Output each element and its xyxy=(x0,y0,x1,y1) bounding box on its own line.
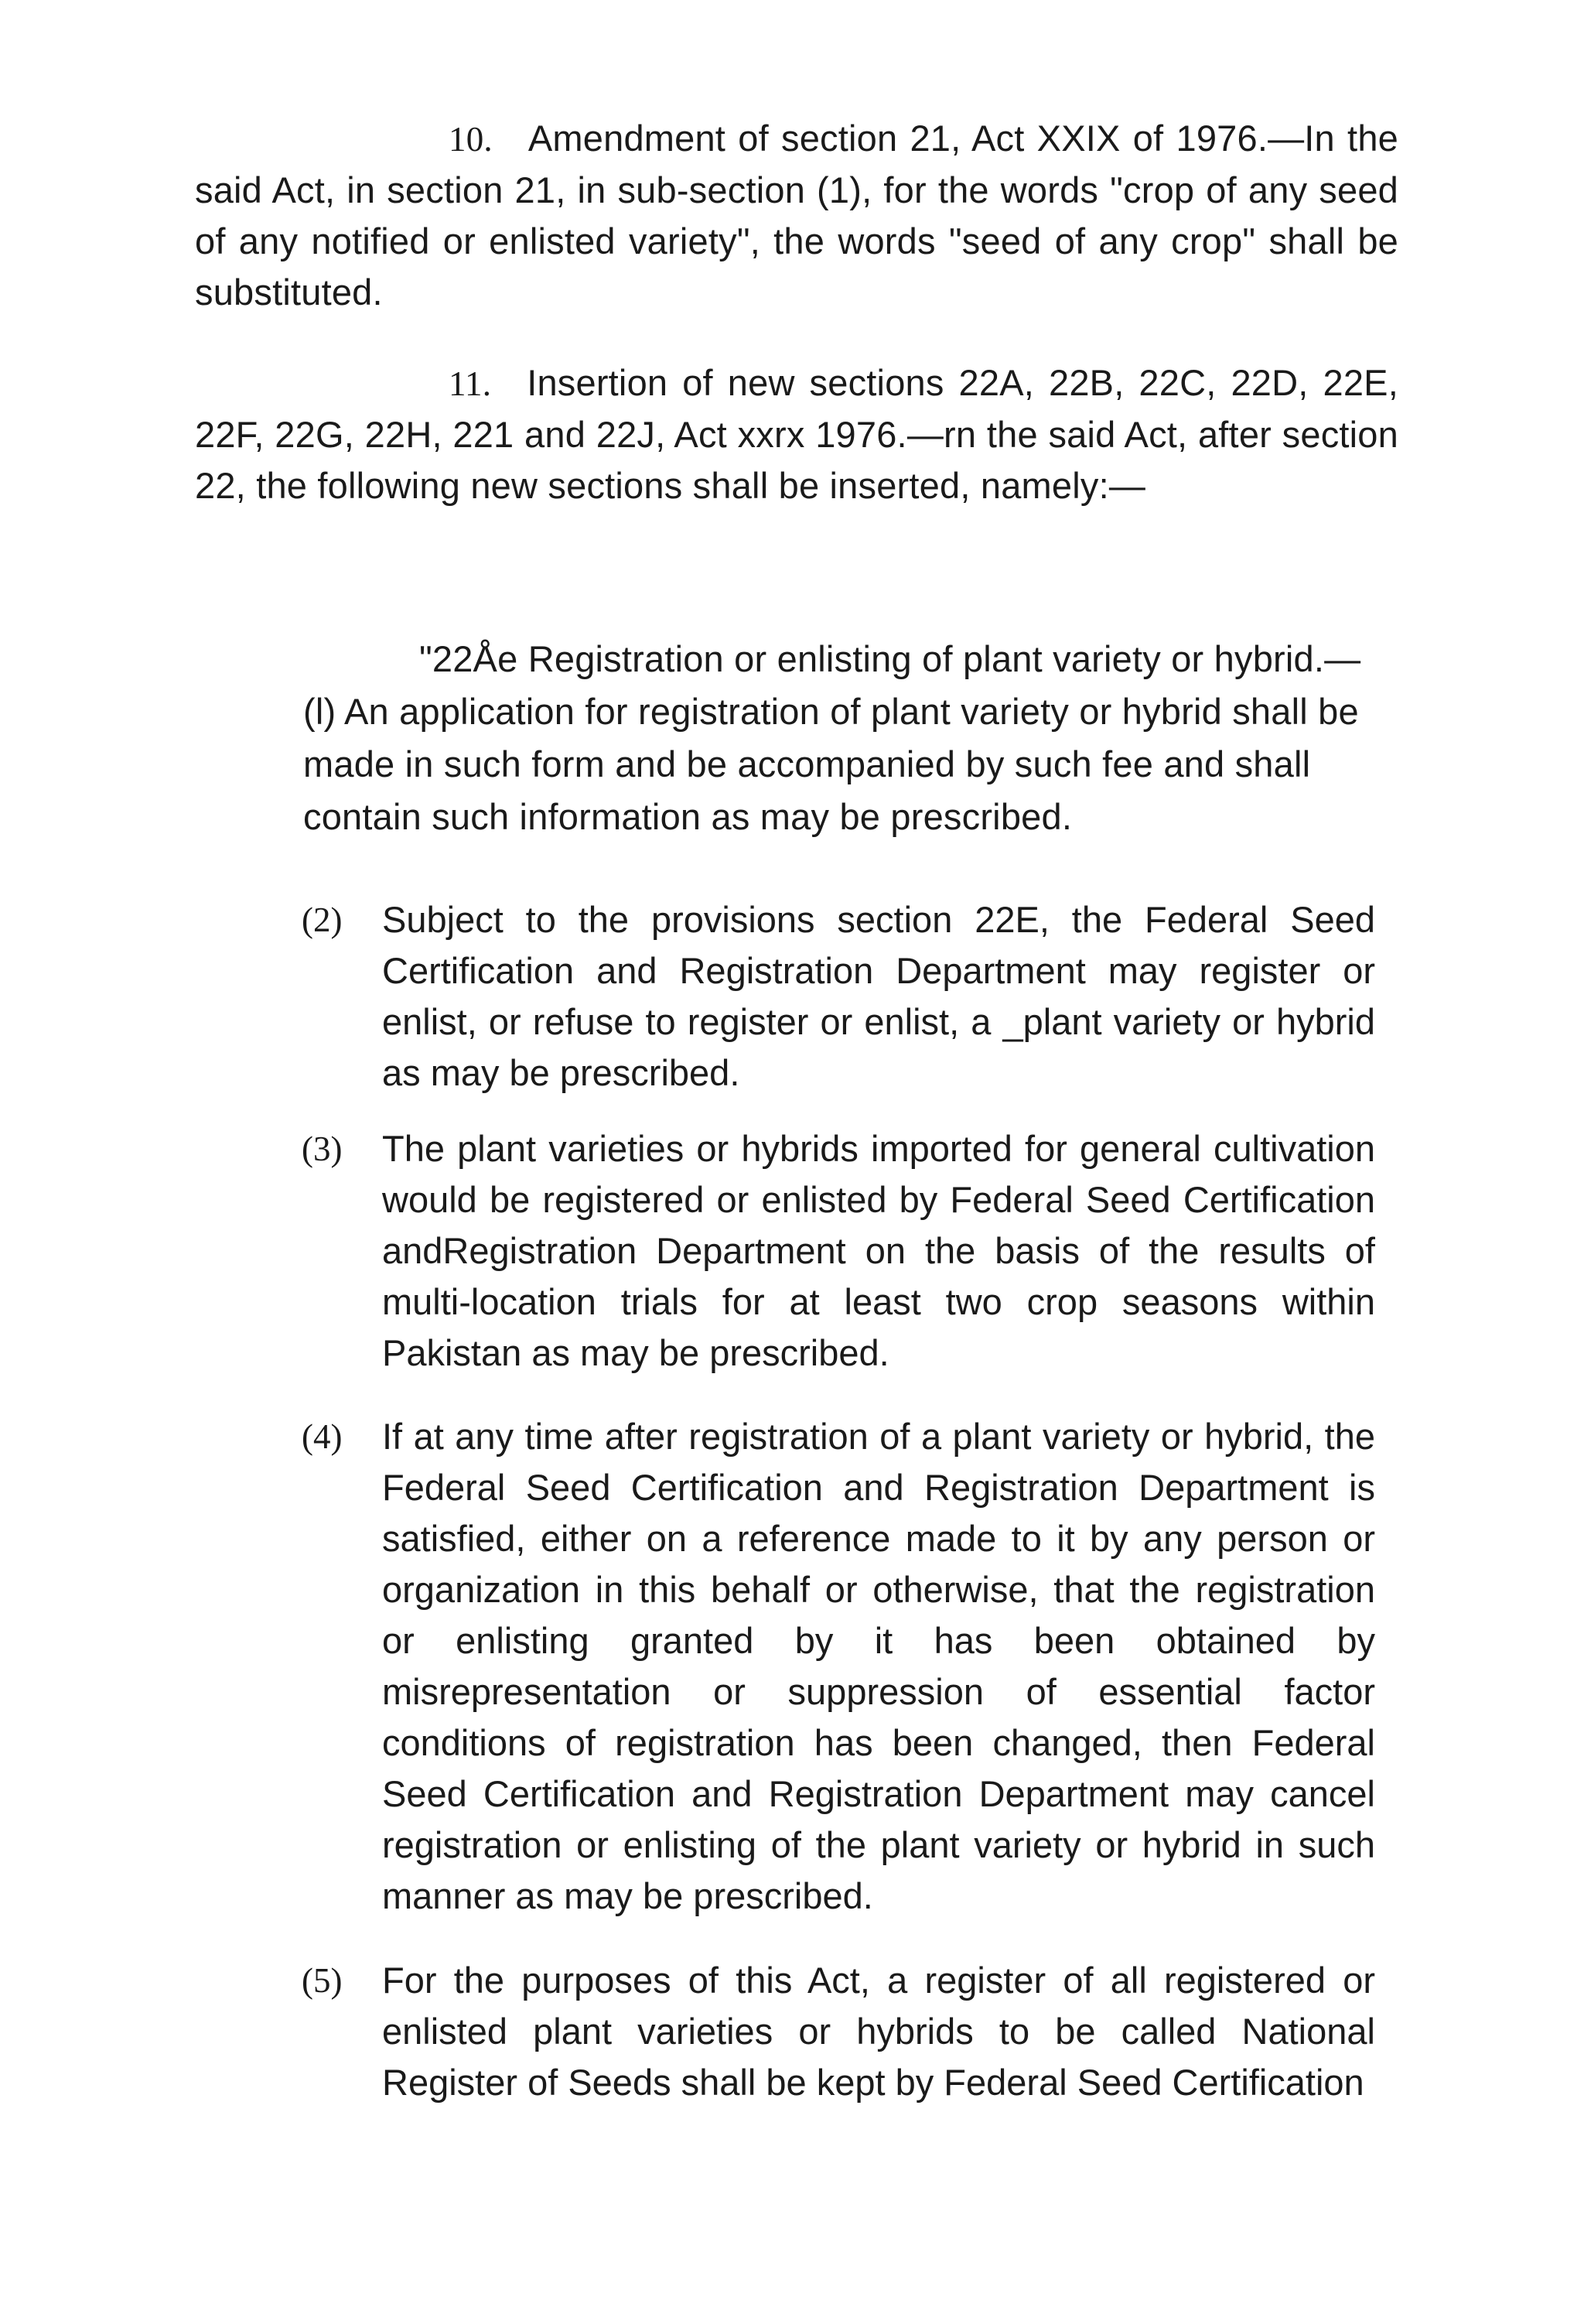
subsection-4-text: If at any time after registration of a plant variety or hybrid, the Federal Seed Certification and Registration Department is satisfied, either on a reference made to it by any person or organization in this behalf or otherwise, that the registration or enlisting granted by it has been obtained by misrepresentation or suppression of essential factor conditions of registration has been changed, then Federal Seed Certification and Registration Department may cancel registration or enlisting of the plant variety or hybrid in such manner as may be prescribed. xyxy=(382,1416,1375,1916)
subsection-5-label: (5) xyxy=(302,1961,343,2000)
section-11-paragraph xyxy=(195,357,1398,511)
subsection-3-label: (3) xyxy=(302,1130,343,1168)
section-22a-subsection-5 xyxy=(302,1955,1375,2108)
subsection-5-text: For the purposes of this Act, a register of all registered or enlisted plant varieties or hybrids to be called National Register of Seeds shall be kept by Federal Seed Certification xyxy=(382,1960,1375,2103)
section-22a-subsection-2 xyxy=(302,894,1375,1099)
subsection-2-text: Subject to the provisions section 22E, the Federal Seed Certification and Registration Department may register or enlist, or refuse to register or enlist, a _plant variety or hybrid as may be prescribed. xyxy=(382,899,1375,1093)
section-22a-subsection-4 xyxy=(302,1411,1375,1922)
section-10-text: Amendment of section 21, Act XXIX of 1976.—In the said Act, in section 21, in sub-section (1), for the words "crop of any seed of any notified or enlisted variety", the words "seed of any crop" shall be substituted. xyxy=(195,118,1398,313)
subsection-3-text: The plant varieties or hybrids imported for general cultivation would be registered or enlisted by Federal Seed Certification andRegistration Department on the basis of the results of multi-location trials for at least two crop seasons within Pakistan as may be prescribed. xyxy=(382,1128,1375,1373)
section-11-text: Insertion of new sections 22A, 22B, 22C, 22D, 22E, 22F, 22G, 22H, 221 and 22J, Act xxrx 1976.—rn the said Act, after section 22, the following new sections shall be inserted, namely:— xyxy=(195,362,1398,506)
section-22a-subsection-1: "22Åe Registration or enlisting of plant variety or hybrid.—(l) An application for registration of plant variety or hybrid shall be made in such form and be accompanied by such fee and shall contain such information as may be prescribed. xyxy=(303,638,1361,837)
subsection-4-label: (4) xyxy=(302,1417,343,1456)
section-10-number: 10. xyxy=(449,120,493,159)
section-11-number: 11. xyxy=(449,364,492,403)
section-22a-subsection-3 xyxy=(302,1123,1375,1379)
subsection-2-label: (2) xyxy=(302,901,343,939)
section-10-paragraph xyxy=(195,113,1398,318)
